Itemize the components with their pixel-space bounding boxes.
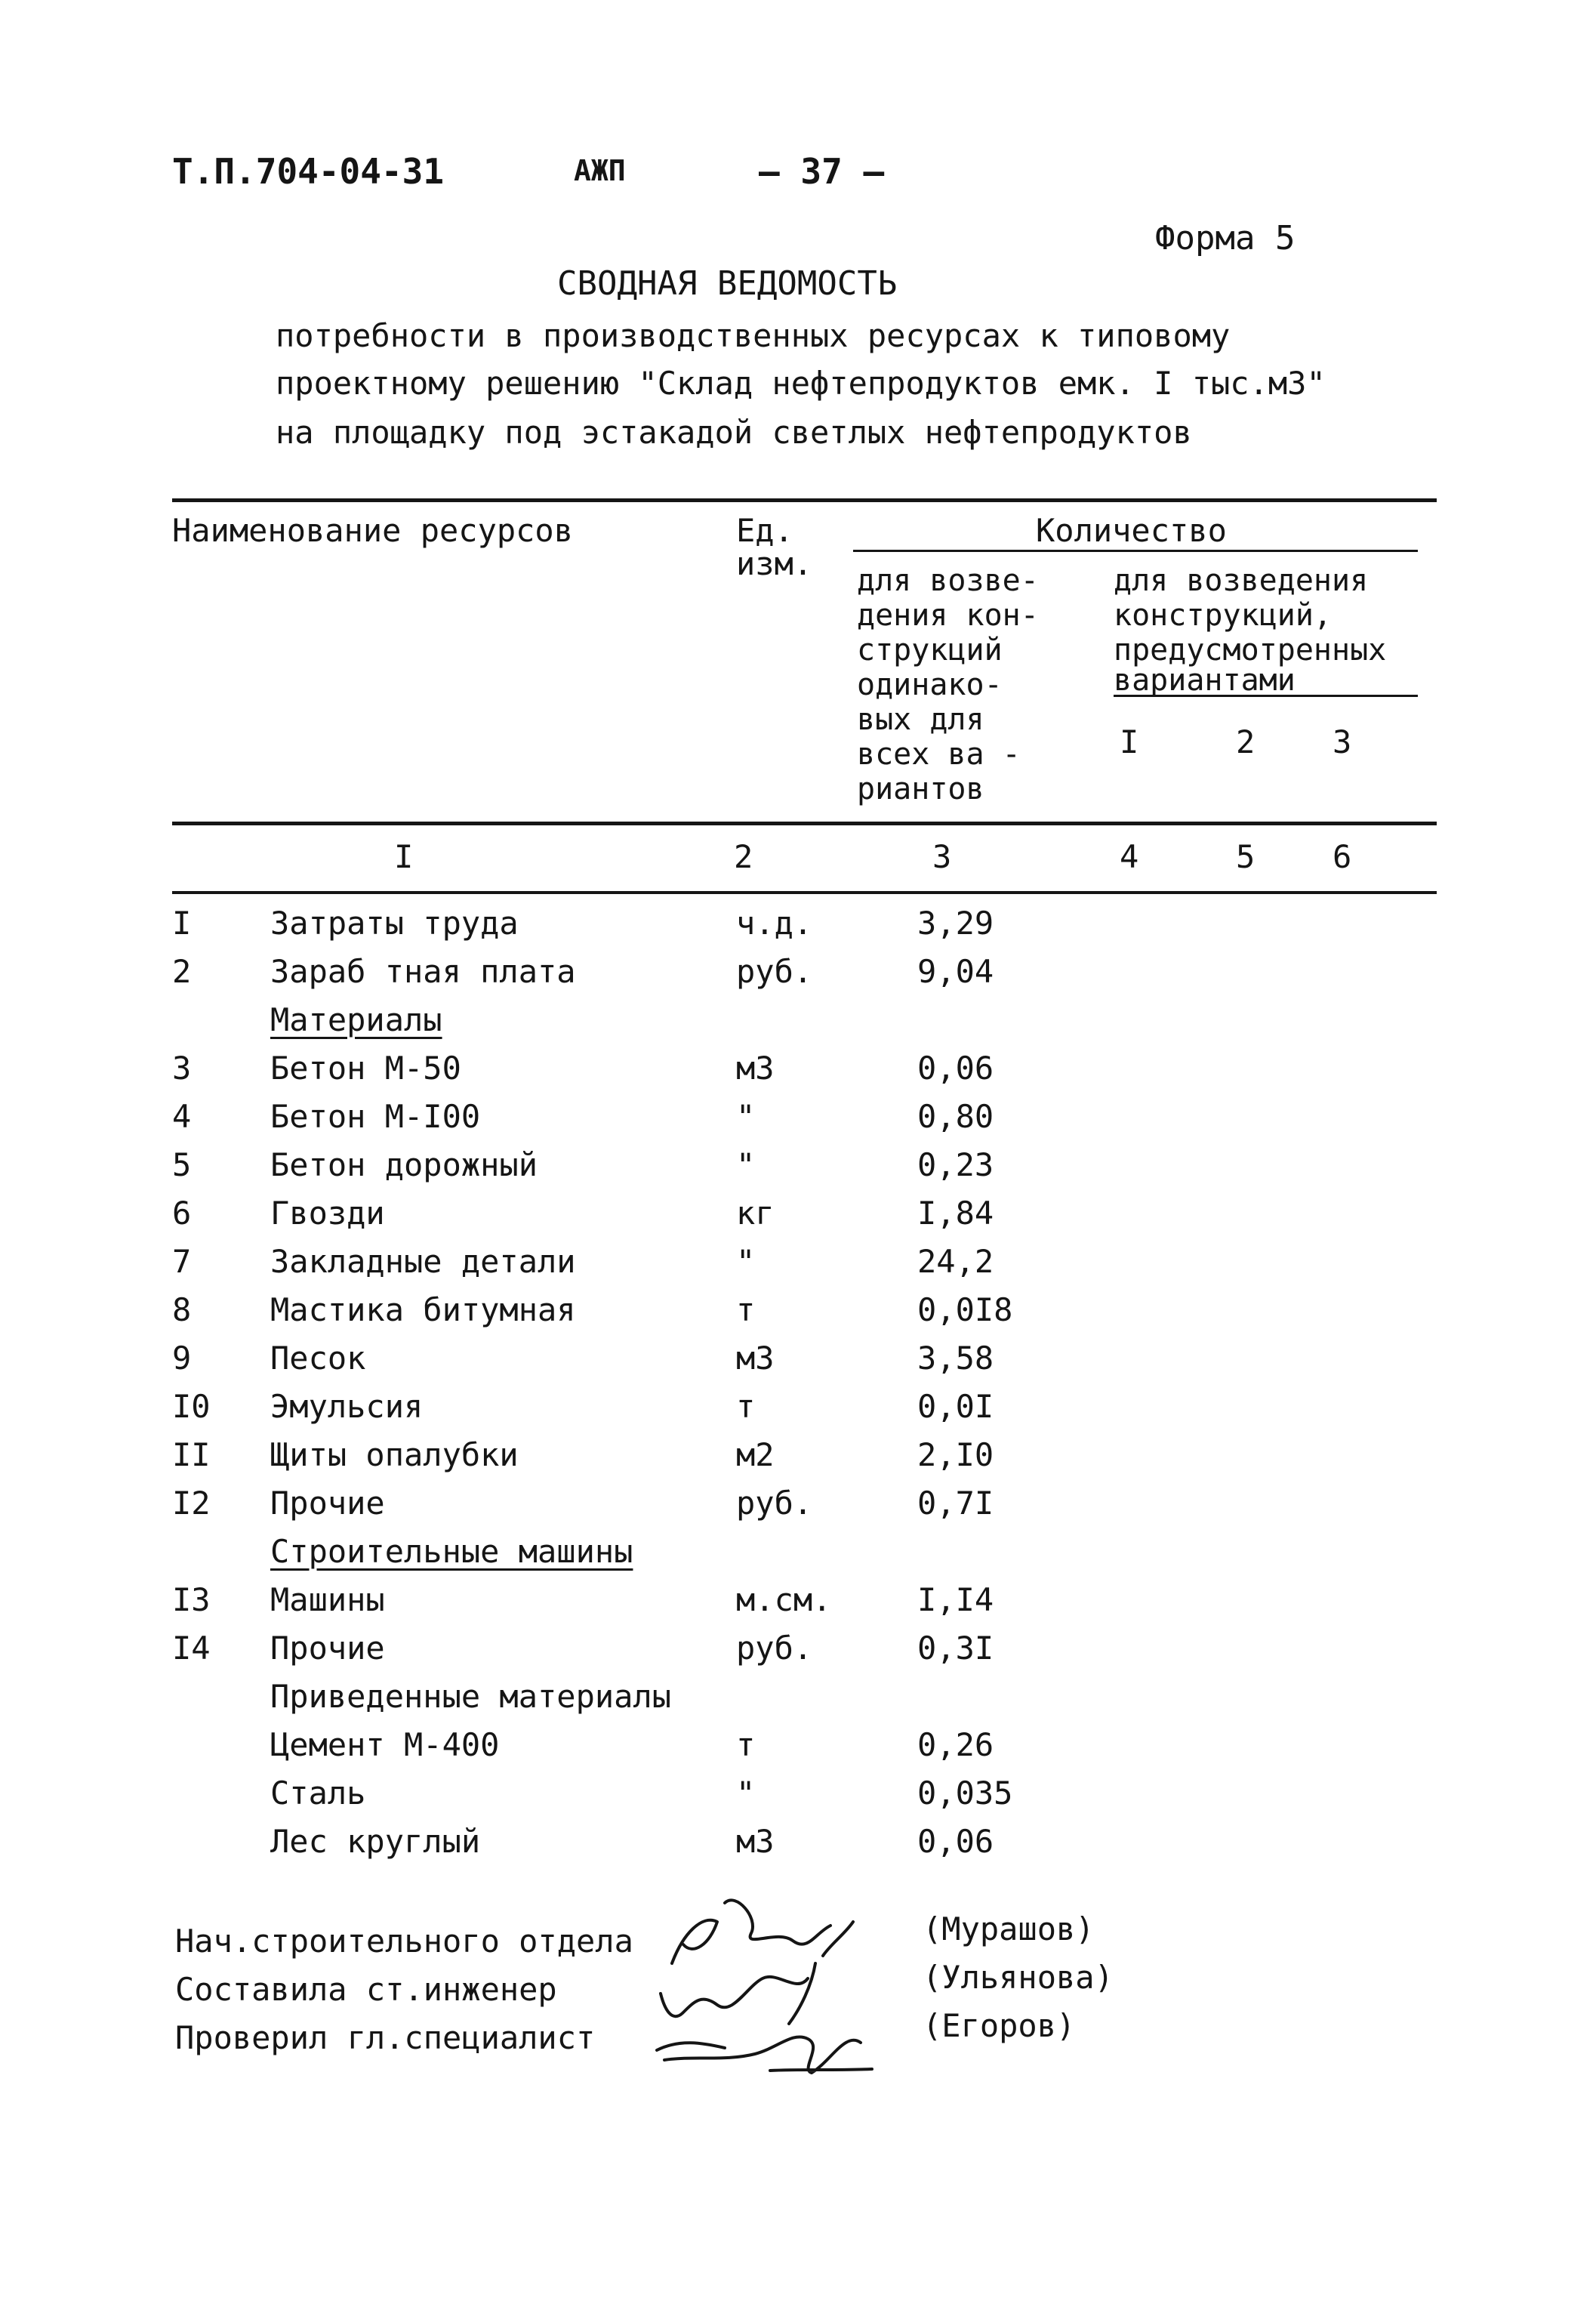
row-quantity: 9,04: [917, 953, 994, 990]
column-header-quantity: Количество: [1036, 512, 1227, 549]
variant-number-2: 2: [1236, 723, 1256, 760]
column-header-common-6: всех ва -: [857, 737, 1021, 772]
row-name: Песок: [270, 1340, 366, 1377]
row-unit: т: [736, 1388, 756, 1425]
column-header-variants-2: конструкций,: [1114, 598, 1332, 633]
form-label: Форма 5: [1155, 219, 1296, 257]
row-quantity: 0,3I: [917, 1630, 994, 1667]
row-number: 4: [172, 1098, 192, 1135]
document-title: СВОДНАЯ ВЕДОМОСТЬ: [557, 264, 898, 303]
signature-role-3: Проверил гл.специалист: [175, 2019, 596, 2056]
column-header-common-2: дения кон-: [857, 598, 1039, 633]
row-quantity: 0,80: [917, 1098, 994, 1135]
row-name: Щиты опалубки: [270, 1436, 519, 1473]
row-quantity: 2,I0: [917, 1436, 994, 1473]
column-header-common-7: риантов: [857, 772, 984, 806]
row-unit: т: [736, 1291, 756, 1328]
row-name: Бетон дорожный: [270, 1146, 538, 1183]
row-quantity: 0,0I8: [917, 1291, 1013, 1328]
row-number: I4: [172, 1630, 211, 1667]
row-unit: ": [736, 1775, 756, 1812]
column-header-unit-line2: изм.: [736, 545, 813, 582]
row-unit: м3: [736, 1823, 775, 1860]
column-header-name: Наименование ресурсов: [172, 512, 574, 549]
row-unit: кг: [736, 1195, 775, 1232]
row-unit: м.см.: [736, 1581, 832, 1618]
signature-role-2: Составила ст.инженер: [175, 1971, 557, 2008]
column-number-2: 2: [734, 838, 753, 875]
signature-name-3: (Егоров): [923, 2007, 1076, 2044]
row-quantity: 0,06: [917, 1823, 994, 1860]
column-header-variants-3: предусмотренных: [1114, 633, 1387, 668]
section-heading-reduced-materials: Приведенные материалы: [270, 1678, 672, 1715]
signature-role-1: Нач.строительного отдела: [175, 1923, 633, 1960]
row-number: 2: [172, 953, 192, 990]
title-line-3: на площадку под эстакадой светлых нефтепродуктов: [276, 414, 1192, 451]
row-unit: м3: [736, 1340, 775, 1377]
row-quantity: I,I4: [917, 1581, 994, 1618]
row-name: Бетон М-I00: [270, 1098, 481, 1135]
column-number-5: 5: [1236, 838, 1256, 875]
column-number-4: 4: [1120, 838, 1139, 875]
column-number-3: 3: [932, 838, 952, 875]
column-header-variants-4: вариантами: [1114, 663, 1296, 698]
row-number: I: [172, 905, 192, 942]
column-header-variants-1: для возведения: [1114, 563, 1369, 598]
signature-scribble-2: [661, 1963, 815, 2024]
row-unit: ": [736, 1146, 756, 1183]
row-name: Прочие: [270, 1630, 385, 1667]
column-header-common-5: вых для: [857, 702, 984, 737]
signature-name-2: (Ульянова): [923, 1959, 1114, 1996]
row-unit: руб.: [736, 1630, 813, 1667]
row-unit: м2: [736, 1436, 775, 1473]
row-quantity: 3,29: [917, 905, 994, 942]
title-line-1: потребности в производственных ресурсах к типовому: [276, 317, 1231, 354]
row-quantity: 0,26: [917, 1726, 994, 1763]
row-quantity: I,84: [917, 1195, 994, 1232]
row-name: Лес круглый: [270, 1823, 481, 1860]
row-unit: ": [736, 1243, 756, 1280]
row-number: 9: [172, 1340, 192, 1377]
section-heading-materials: Материалы: [270, 1001, 442, 1038]
row-name: Эмульсия: [270, 1388, 424, 1425]
variant-number-3: 3: [1333, 723, 1352, 760]
column-number-1: I: [394, 838, 414, 875]
row-name: Закладные детали: [270, 1243, 576, 1280]
row-name: Зараб тная плата: [270, 953, 576, 990]
row-number: I2: [172, 1485, 211, 1522]
column-header-common-4: одинако-: [857, 668, 1003, 702]
row-unit: руб.: [736, 1485, 813, 1522]
row-number: 3: [172, 1050, 192, 1087]
document-code: Т.П.704-04-31: [172, 151, 445, 192]
row-name: Бетон М-50: [270, 1050, 461, 1087]
row-unit: руб.: [736, 953, 813, 990]
row-quantity: 0,23: [917, 1146, 994, 1183]
row-name: Сталь: [270, 1775, 366, 1812]
row-name: Затраты труда: [270, 905, 519, 942]
row-quantity: 0,0I: [917, 1388, 994, 1425]
column-header-common-3: струкций: [857, 633, 1003, 668]
row-unit: ": [736, 1098, 756, 1135]
row-name: Мастика битумная: [270, 1291, 576, 1328]
row-quantity: 0,06: [917, 1050, 994, 1087]
section-heading-machines: Строительные машины: [270, 1533, 633, 1570]
row-number: 6: [172, 1195, 192, 1232]
signature-scribble-1: [672, 1900, 853, 1963]
column-header-common-1: для возве-: [857, 563, 1039, 598]
row-name: Прочие: [270, 1485, 385, 1522]
album-code: АЖП: [574, 154, 626, 187]
row-number: 8: [172, 1291, 192, 1328]
row-number: I0: [172, 1388, 211, 1425]
row-quantity: 3,58: [917, 1340, 994, 1377]
signature-name-1: (Мурашов): [923, 1910, 1095, 1947]
column-header-unit-line1: Ед.: [736, 512, 793, 549]
row-number: 7: [172, 1243, 192, 1280]
row-name: Гвозди: [270, 1195, 385, 1232]
page-number: — 37 —: [759, 151, 885, 192]
row-name: Цемент М-400: [270, 1726, 500, 1763]
row-unit: ч.д.: [736, 905, 813, 942]
signature-scribble-3: [657, 2037, 872, 2073]
row-number: 5: [172, 1146, 192, 1183]
row-unit: м3: [736, 1050, 775, 1087]
row-number: II: [172, 1436, 211, 1473]
variant-number-1: I: [1120, 723, 1139, 760]
row-name: Машины: [270, 1581, 385, 1618]
row-number: I3: [172, 1581, 211, 1618]
title-line-2: проектному решению "Склад нефтепродуктов емк. I тыс.м3": [276, 365, 1326, 402]
row-quantity: 24,2: [917, 1243, 994, 1280]
row-quantity: 0,035: [917, 1775, 1013, 1812]
column-number-6: 6: [1333, 838, 1352, 875]
row-quantity: 0,7I: [917, 1485, 994, 1522]
row-unit: т: [736, 1726, 756, 1763]
